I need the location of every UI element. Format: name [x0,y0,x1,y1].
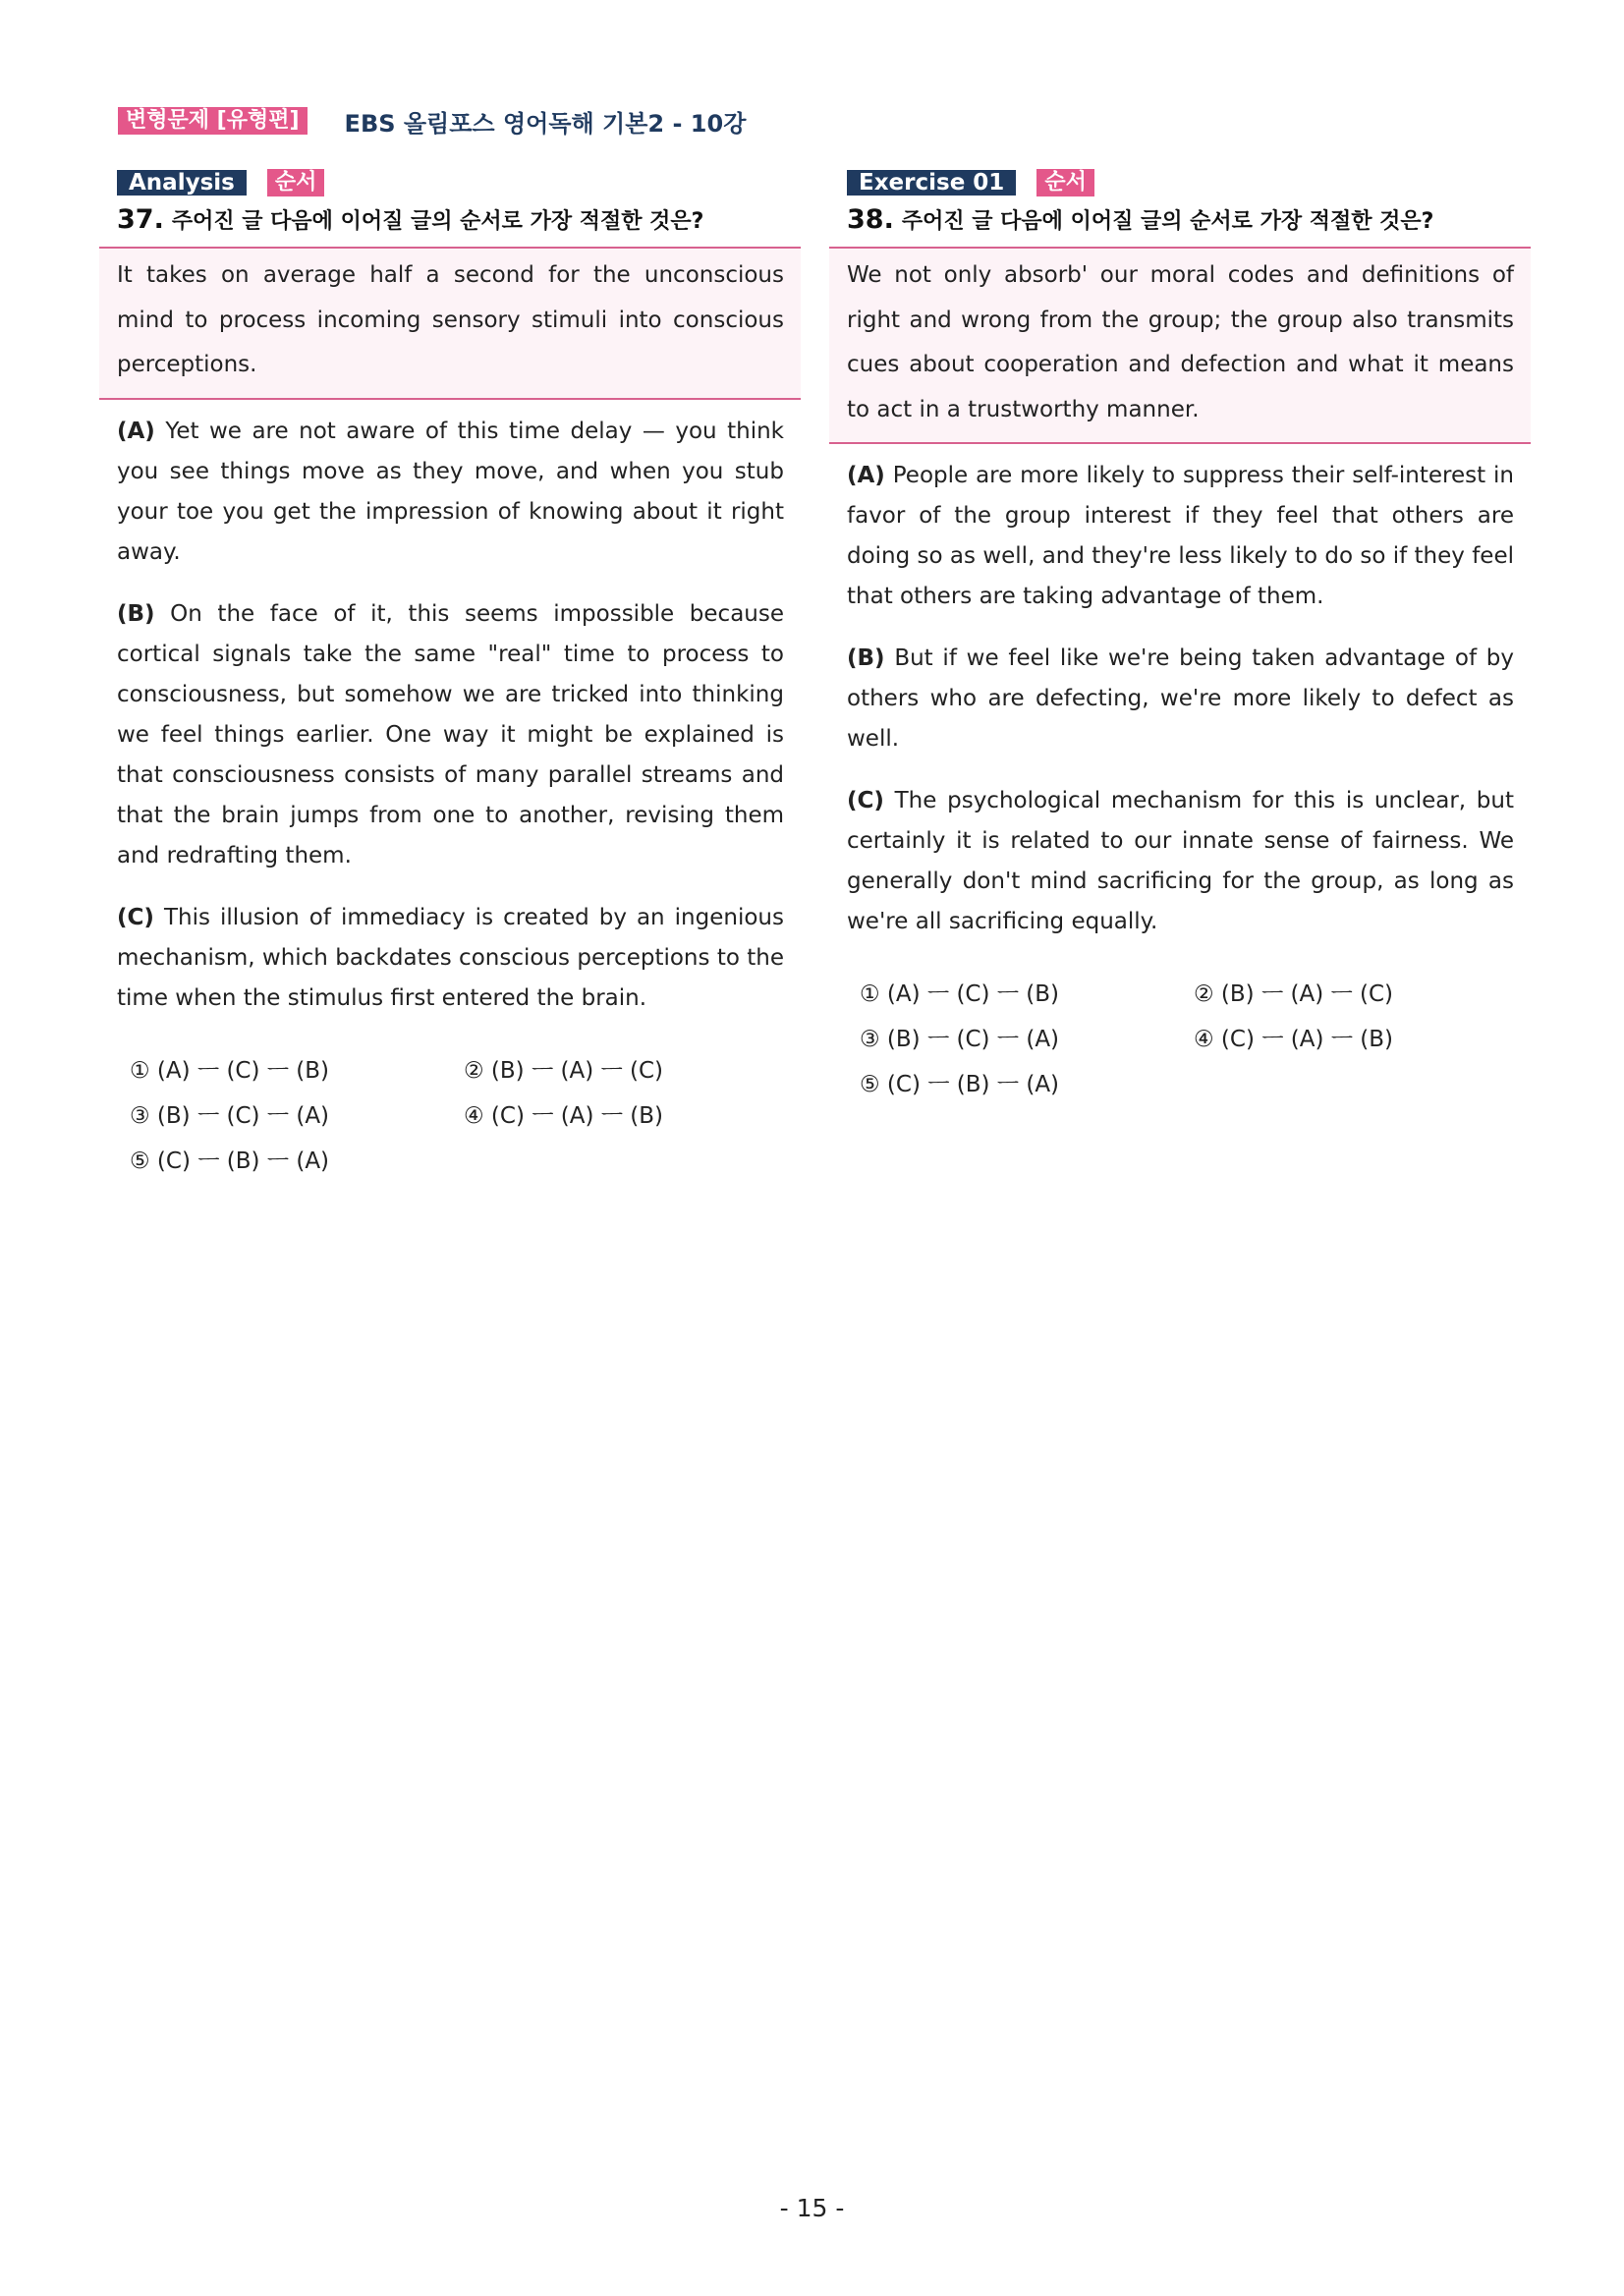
paragraph-text: Yet we are not aware of this time delay — you think you see things move as they move, and when you stub your toe you get the impression of knowing about it right away. [117,418,784,565]
given-passage: It takes on average half a second for the unconscious mind to process incoming sensory stimuli into conscious perceptions. [99,247,801,400]
option-5[interactable]: ⑤ (C) ㅡ (B) ㅡ (A) [860,1072,1060,1097]
question-text: 주어진 글 다음에 이어질 글의 순서로 가장 적절한 것은? [901,209,1434,234]
book-title: EBS 올림포스 영어독해 기본2 - 10강 [344,109,747,138]
question-37-column [99,170,801,1184]
paragraph-c [829,781,1531,942]
paragraph-text: But if we feel like we're being taken advantage of by others who are defecting, we're more likely to defect as well. [847,645,1514,752]
given-passage: We not only absorb' our moral codes and definitions of right and wrong from the group; the group also transmits cues about cooperation and defection and what it means to act in a trustworthy manner. [829,247,1531,444]
paragraph-text: People are more likely to suppress their self-interest in favor of the group interest if they feel that others are doing so as well, and they're less likely to do so if they feel that others are taking advantage of them. [847,463,1515,609]
paragraph-text: On the face of it, this seems impossible because cortical signals take the same "real" time to process to consciousness, but somehow we are tricked into thinking we feel things earlier. One way it might be explained is that consciousness consists of many parallel streams and that the brain jumps from one to another, revising them and redrafting them. [117,600,784,868]
paragraph-label: (A) [117,418,155,444]
variant-problem-tag: 변형문제 [유형편] [118,107,308,135]
paragraph-c [99,898,801,1019]
paragraph-label: (B) [847,645,885,671]
paragraph-label: (C) [847,788,884,813]
option-4[interactable]: ④ (C) ㅡ (A) ㅡ (B) [464,1102,664,1129]
paragraph-b [99,594,801,876]
option-5[interactable]: ⑤ (C) ㅡ (B) ㅡ (A) [130,1148,330,1174]
answer-options [829,972,1531,1107]
section-tag: Exercise 01 [847,170,1016,196]
paragraph-label: (A) [847,463,885,488]
paragraph-text: This illusion of immediacy is created by an ingenious mechanism, which backdates conscious perceptions to the time when the stimulus first entered the brain. [117,904,784,1011]
paragraph-a [99,412,801,573]
question-prompt [829,205,1531,237]
option-4[interactable]: ④ (C) ㅡ (A) ㅡ (B) [1194,1027,1394,1052]
question-prompt [99,205,801,237]
question-number: 38. [847,204,894,235]
page-number: - 15 - [779,2194,845,2222]
paragraph-label: (B) [117,600,155,627]
paragraph-a [829,456,1531,617]
option-1[interactable]: ① (A) ㅡ (C) ㅡ (B) [130,1057,330,1084]
type-tag: 순서 [1036,169,1094,196]
question-number: 37. [117,204,164,235]
question-text: 주어진 글 다음에 이어질 글의 순서로 가장 적절한 것은? [171,209,704,234]
paragraph-text: The psychological mechanism for this is unclear, but certainly it is related to our innate sense of fairness. We generally don't mind sacrificing for the group, as long as we're all sacrificing equally. [847,788,1515,934]
option-2[interactable]: ② (B) ㅡ (A) ㅡ (C) [464,1057,664,1084]
option-3[interactable]: ③ (B) ㅡ (C) ㅡ (A) [130,1102,330,1129]
question-tags [99,170,801,196]
option-2[interactable]: ② (B) ㅡ (A) ㅡ (C) [1194,981,1394,1007]
page-header [118,106,746,136]
section-tag: Analysis [117,170,247,196]
option-1[interactable]: ① (A) ㅡ (C) ㅡ (B) [860,981,1060,1007]
paragraph-b [829,639,1531,759]
answer-options [99,1048,801,1184]
question-38-column [829,170,1531,1107]
type-tag: 순서 [267,169,325,196]
paragraph-label: (C) [117,904,154,930]
question-tags [829,170,1531,196]
option-3[interactable]: ③ (B) ㅡ (C) ㅡ (A) [860,1027,1060,1052]
